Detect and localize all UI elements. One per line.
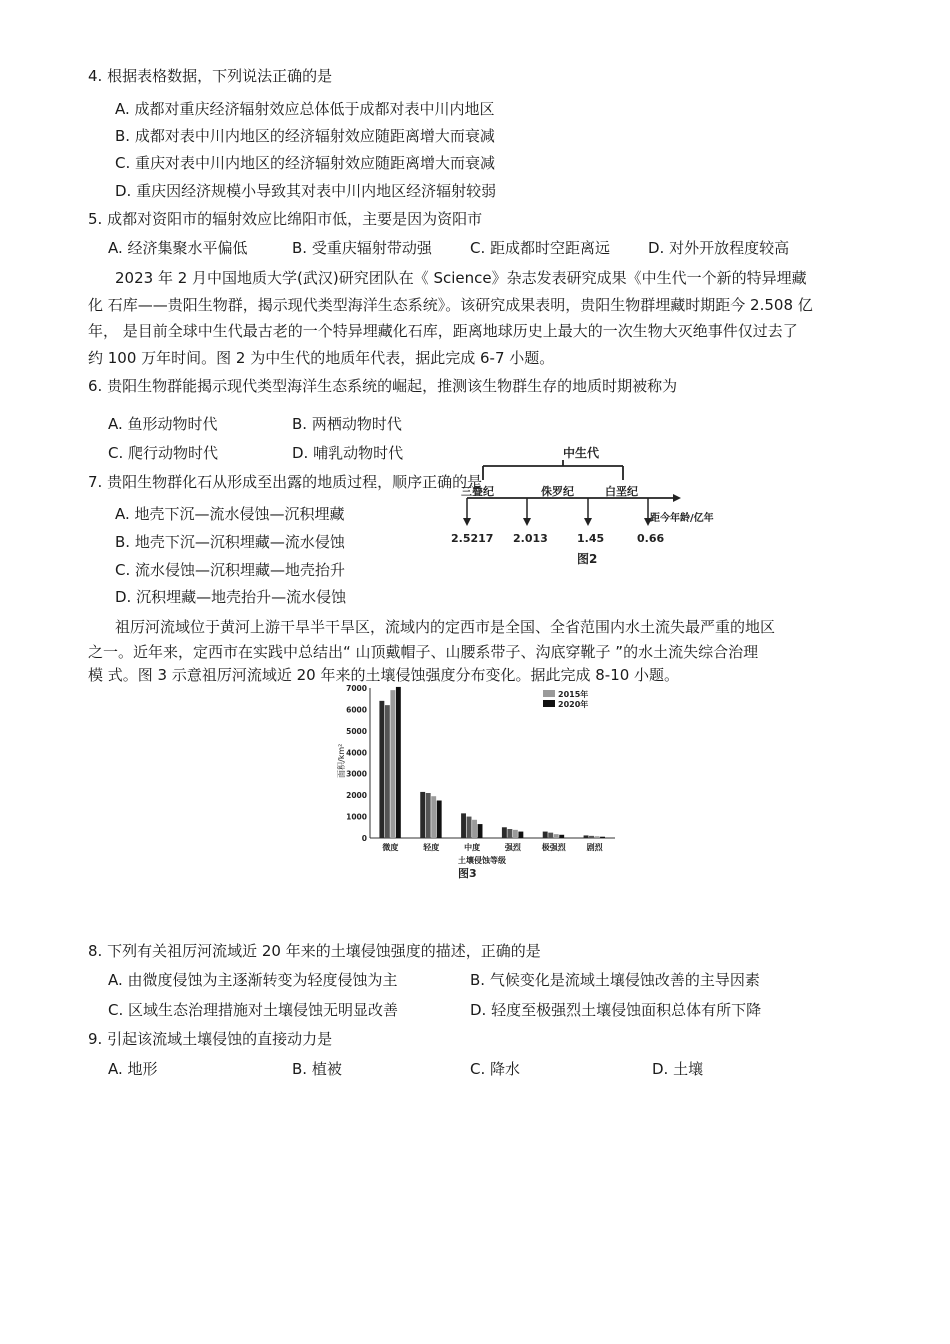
x-tick-label: 剧烈 [586, 843, 603, 852]
q8-option-b: B. 气候变化是流域土壤侵蚀改善的主导因素 [470, 971, 760, 989]
q8-stem: 8. 下列有关祖厉河流域近 20 年来的土壤侵蚀强度的描述，正确的是 [88, 942, 541, 960]
bar-强烈-2015年 [513, 830, 518, 838]
passage1-line: 约 100 万年时间。图 2 为中生代的地质年代表，据此完成 6-7 小题。 [88, 349, 555, 367]
tick-label: 0.66 [637, 532, 665, 545]
x-tick-label: 强烈 [504, 843, 521, 852]
tick-label: 2.013 [513, 532, 548, 545]
y-tick-label: 0 [361, 834, 367, 843]
q5-option-c: C. 距成都时空距离远 [470, 239, 611, 257]
bar-极强烈-2020年 [559, 835, 564, 838]
y-tick-label: 6000 [346, 705, 367, 715]
bar-微度-2015年 [390, 690, 395, 838]
bar-强烈-2005年 [507, 829, 512, 838]
q4-option-b: B. 成都对表中川内地区的经济辐射效应随距离增大而衰减 [115, 127, 495, 145]
x-tick-label: 轻度 [423, 843, 440, 852]
q9-stem: 9. 引起该流域土壤侵蚀的直接动力是 [88, 1030, 333, 1048]
q5-option-d: D. 对外开放程度较高 [648, 239, 790, 257]
q7-option-a: A. 地壳下沉—流水侵蚀—沉积埋藏 [115, 505, 345, 523]
y-axis-label: 面积/km² [337, 743, 346, 778]
bar-微度-2000年 [379, 701, 384, 838]
q5-option-b: B. 受重庆辐射带动强 [292, 239, 432, 257]
passage2-line: 之一。近年来，定西市在实践中总结出“ 山顶戴帽子、山腰系带子、沟底穿靴子 ”的水土流失综合治理 [88, 643, 759, 661]
x-tick-label: 微度 [382, 843, 399, 852]
q9-option-d: D. 土壤 [652, 1060, 704, 1078]
bar-轻度-2020年 [437, 801, 442, 839]
q9-option-c: C. 降水 [470, 1060, 521, 1078]
y-tick-label: 5000 [346, 726, 367, 736]
q6-option-d: D. 哺乳动物时代 [292, 444, 404, 462]
passage2-line: 模 式。图 3 示意祖厉河流域近 20 年来的土壤侵蚀强度分布变化。据此完成 8-10 小题。 [88, 666, 680, 684]
q9-option-b: B. 植被 [292, 1060, 342, 1078]
period-triassic: 三叠纪 [461, 485, 494, 498]
q4-option-c: C. 重庆对表中川内地区的经济辐射效应随距离增大而衰减 [115, 154, 496, 172]
tick-label: 1.45 [577, 532, 605, 545]
q6-option-b: B. 两栖动物时代 [292, 415, 402, 433]
q5-stem: 5. 成都对资阳市的辐射效应比绵阳市低，主要是因为资阳市 [88, 210, 483, 228]
bar-极强烈-2000年 [543, 832, 548, 838]
tick-arrow [523, 518, 531, 526]
q7-option-d: D. 沉积埋藏—地壳抬升—流水侵蚀 [115, 588, 347, 606]
bar-轻度-2005年 [426, 793, 431, 838]
bar-极强烈-2005年 [548, 833, 553, 838]
q6-option-a: A. 鱼形动物时代 [108, 415, 218, 433]
x-axis-label: 土壤侵蚀等级 [458, 856, 506, 865]
q8-option-a: A. 由微度侵蚀为主逐渐转变为轻度侵蚀为主 [108, 971, 398, 989]
bar-中度-2020年 [478, 824, 483, 838]
axis-label: 距今年龄/亿年 [650, 513, 714, 524]
time-axis-arrow [673, 494, 681, 502]
bar-中度-2005年 [467, 817, 472, 838]
y-tick-label: 7000 [346, 684, 367, 693]
figure-3-bar-chart [330, 678, 640, 883]
bar-中度-2015年 [472, 820, 477, 838]
q7-option-b: B. 地壳下沉—沉积埋藏—流水侵蚀 [115, 533, 345, 551]
q4-stem: 4. 根据表格数据，下列说法正确的是 [88, 67, 333, 85]
passage1-line: 年， 是目前全球中生代最古老的一个特异埋藏化石库，距离地球历史上最大的一次生物大灭绝事件仅过去了 [88, 322, 798, 340]
bar-轻度-2015年 [431, 796, 436, 838]
era-label: 中生代 [563, 446, 600, 460]
figure-2-timescale [445, 440, 775, 570]
y-tick-label: 4000 [346, 748, 367, 758]
bar-剧烈-2020年 [600, 837, 605, 838]
bar-剧烈-2000年 [584, 835, 589, 838]
bar-强烈-2020年 [518, 832, 523, 838]
x-tick-label: 中度 [464, 843, 481, 852]
chart-title: 图3 [458, 867, 477, 880]
legend-swatch [543, 700, 555, 707]
bar-微度-2005年 [385, 705, 390, 838]
passage2-line: 祖厉河流域位于黄河上游干旱半干旱区，流域内的定西市是全国、全省范围内水土流失最严重的地区 [115, 618, 776, 636]
passage1-line: 2023 年 2 月中国地质大学(武汉)研究团队在《 Science》杂志发表研究成果《中生代一个新的特异埋藏 [115, 269, 807, 287]
q5-option-a: A. 经济集聚水平偏低 [108, 239, 248, 257]
bar-强烈-2000年 [502, 827, 507, 838]
period-cretaceous: 白垩纪 [605, 485, 638, 498]
q7-option-c: C. 流水侵蚀—沉积埋藏—地壳抬升 [115, 561, 346, 579]
q8-option-c: C. 区域生态治理措施对土壤侵蚀无明显改善 [108, 1001, 399, 1019]
legend-label: 2015年 [558, 690, 589, 699]
q6-option-c: C. 爬行动物时代 [108, 444, 219, 462]
bar-剧烈-2015年 [595, 836, 600, 838]
period-jurassic: 侏罗纪 [541, 485, 574, 498]
tick-arrow [463, 518, 471, 526]
bar-轻度-2000年 [420, 792, 425, 838]
bar-微度-2020年 [396, 687, 401, 838]
figure-caption: 图2 [577, 552, 598, 566]
y-tick-label: 2000 [346, 791, 367, 801]
passage1-line: 化 石库——贵阳生物群，揭示现代类型海洋生态系统》。该研究成果表明，贵阳生物群埋藏时期距今 2.508 亿 [88, 296, 813, 314]
legend-swatch [543, 690, 555, 697]
y-tick-label: 3000 [346, 769, 367, 779]
legend-label: 2020年 [558, 700, 589, 709]
q6-stem: 6. 贵阳生物群能揭示现代类型海洋生态系统的崛起，推测该生物群生存的地质时期被称为 [88, 377, 678, 395]
bar-中度-2000年 [461, 813, 466, 838]
bar-极强烈-2015年 [554, 834, 559, 838]
q7-stem: 7. 贵阳生物群化石从形成至出露的地质过程，顺序正确的是 [88, 473, 483, 491]
y-tick-label: 1000 [346, 812, 367, 822]
q8-option-d: D. 轻度至极强烈土壤侵蚀面积总体有所下降 [470, 1001, 762, 1019]
q9-option-a: A. 地形 [108, 1060, 158, 1078]
tick-label: 2.5217 [451, 532, 494, 545]
q4-option-a: A. 成都对重庆经济辐射效应总体低于成都对表中川内地区 [115, 100, 495, 118]
x-tick-label: 极强烈 [541, 843, 566, 852]
bar-剧烈-2005年 [589, 836, 594, 838]
q4-option-d: D. 重庆因经济规模小导致其对表中川内地区经济辐射较弱 [115, 182, 497, 200]
tick-arrow [584, 518, 592, 526]
